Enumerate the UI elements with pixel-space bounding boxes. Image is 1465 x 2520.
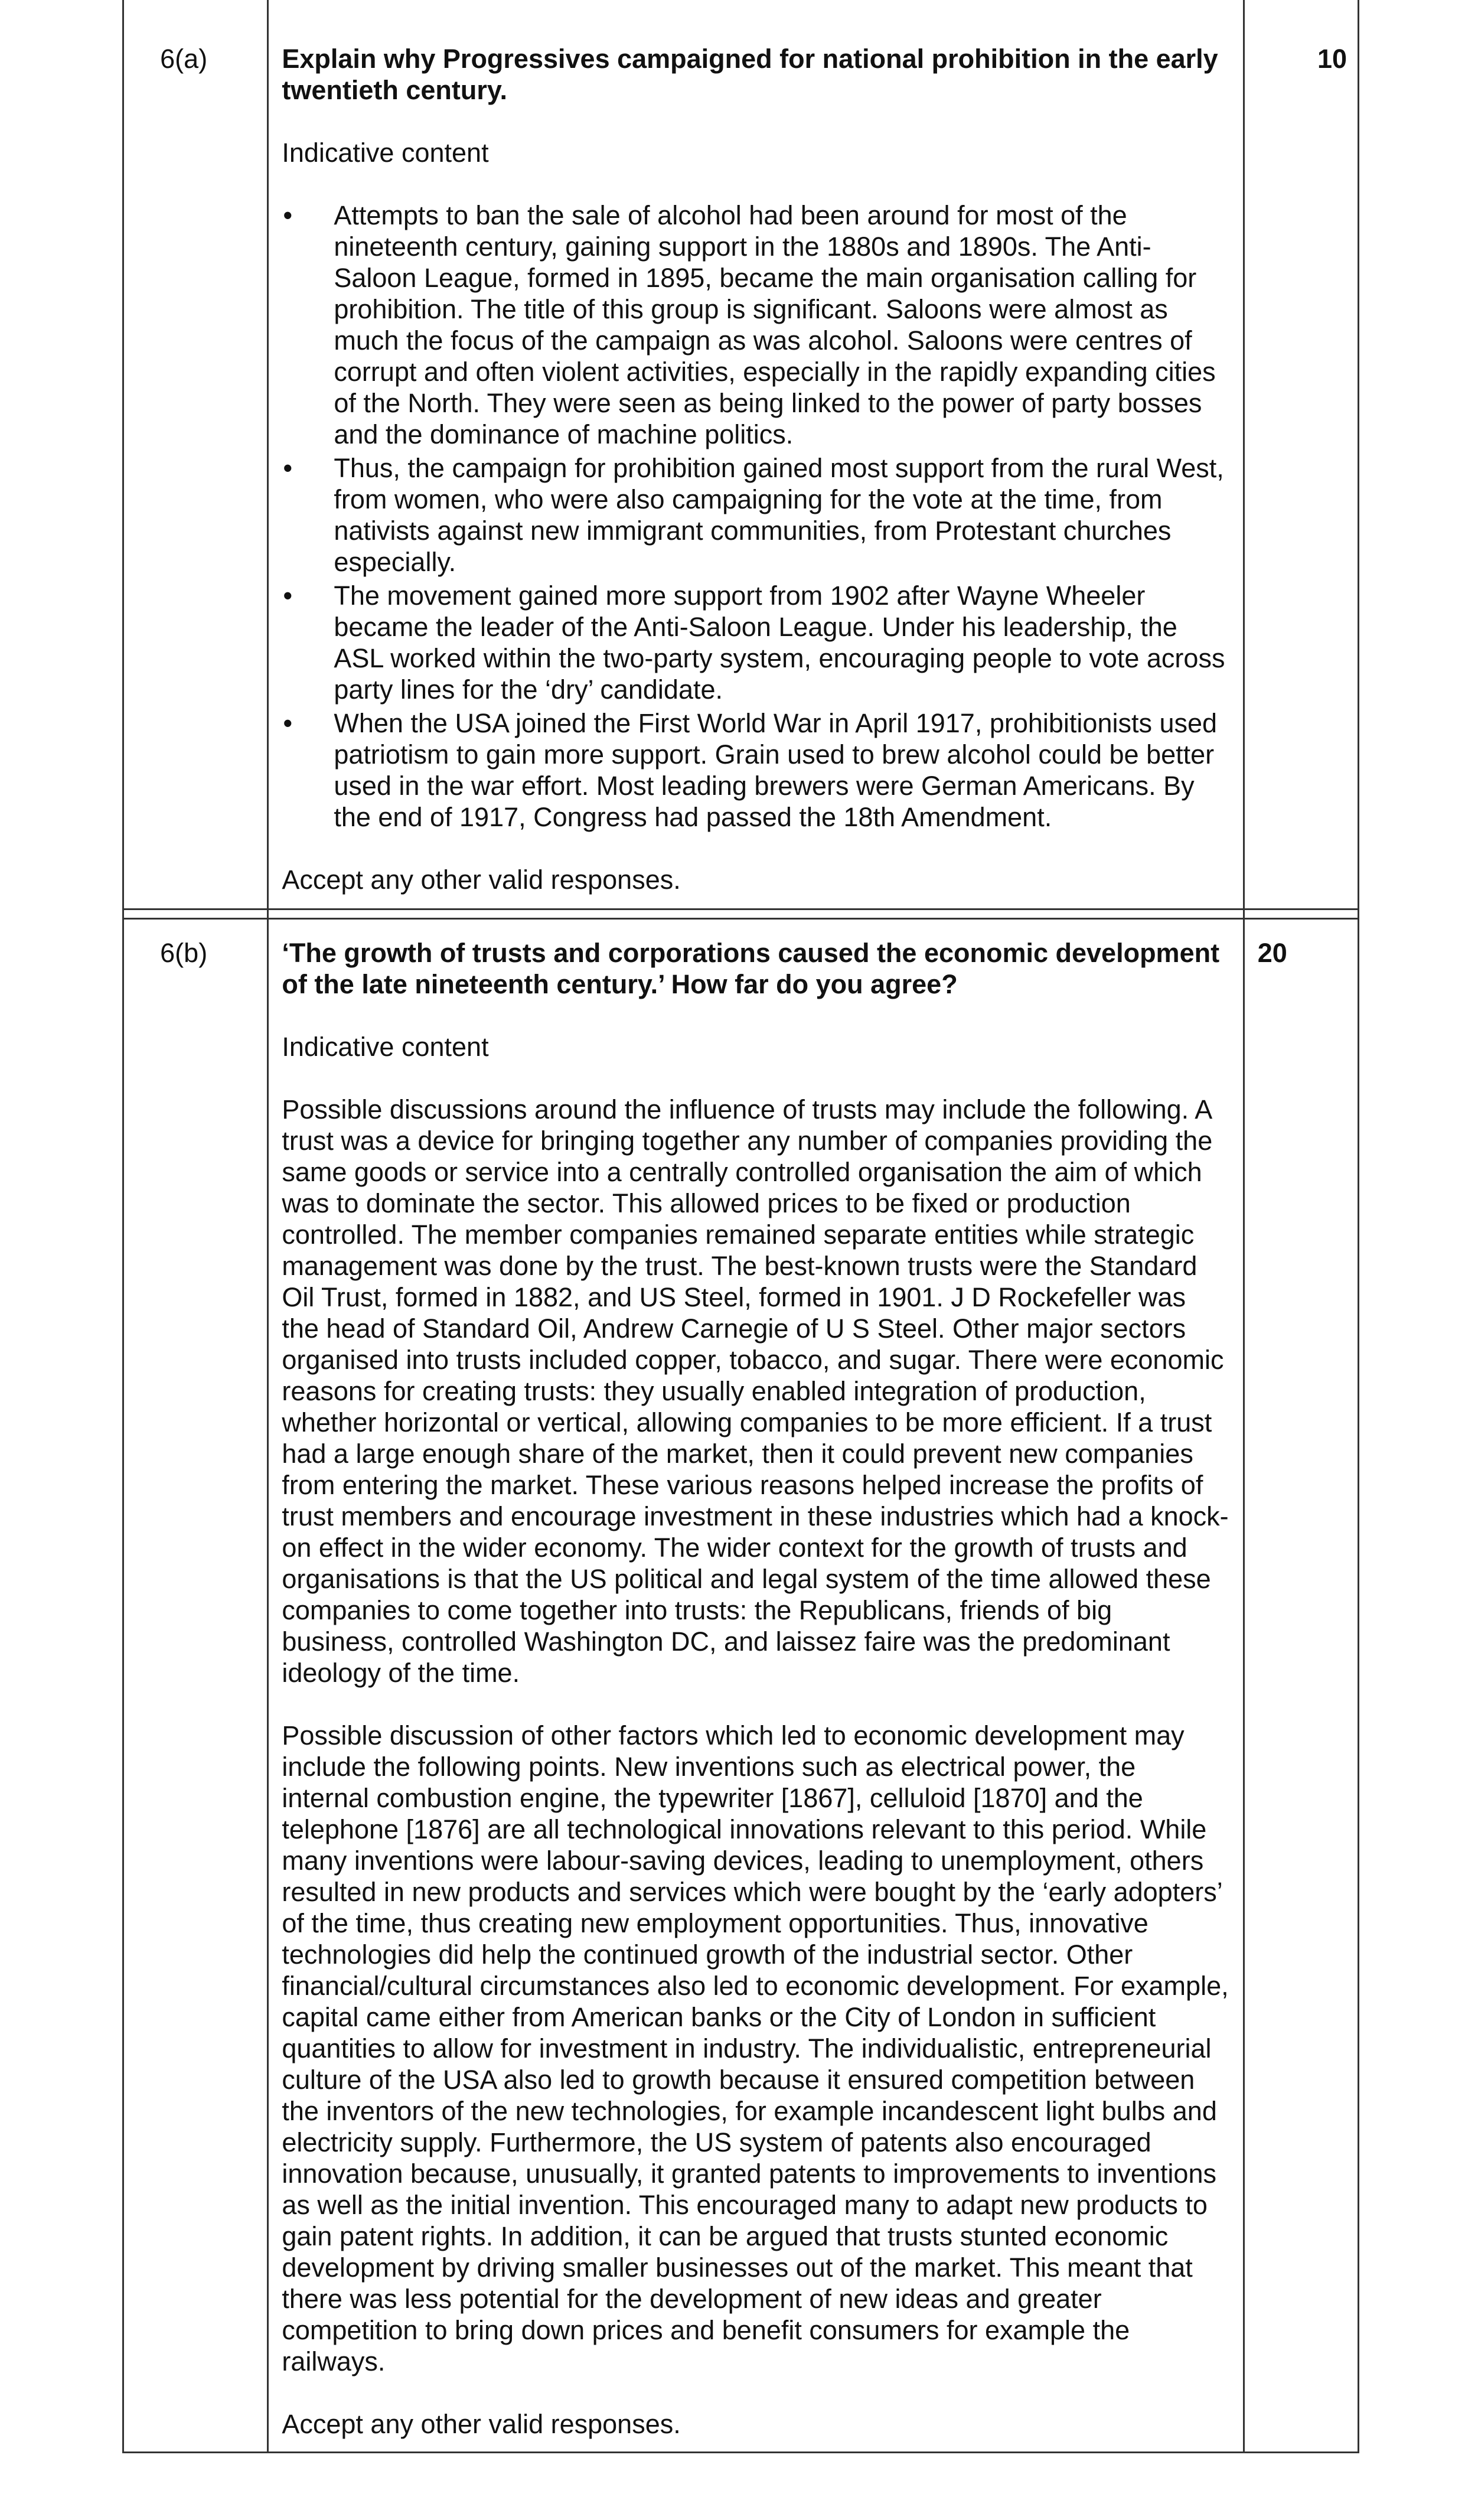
question-number-cell [123,919,268,2453]
indicative-content-heading: Indicative content [282,138,489,168]
question-text: Explain why Progressives campaigned for national prohibition in the early twentieth century. [282,44,1218,105]
closing-note: Accept any other valid responses. [282,865,681,895]
question-row-6a [123,0,1359,909]
question-text: ‘The growth of trusts and corporations caused the economic development of the late nineteenth century.’ How far do you agree? [282,938,1220,999]
marks-value: 10 [1317,44,1347,74]
bullet-icon: • [283,708,293,738]
question-number: 6(b) [160,938,208,968]
list-item: • Attempts to ban the sale of alcohol had been around for most of the nineteenth century, gaining support in the 1880s and 1890s. The Anti-Saloon League, formed in 1895, became the main organisation calling for prohibition. The title of this group is significant. Saloons were almost as much the focus of the campaign as was alcohol. Saloons were centres of corrupt and often violent activities, especially in the rapidly expanding cities of the North. They were seen as being linked to the power of party bosses and the dominance of machine politics. [283,200,1216,449]
question-row-6b [123,919,1359,2453]
mark-scheme-table [122,0,1359,2453]
row-divider [123,909,1359,919]
bullet-icon: • [283,453,293,483]
marks-cell [1244,0,1358,909]
content-paragraph: Possible discussion of other factors which led to economic development may include the following points. New inventions such as electrical power, the internal combustion engine, the typewriter [1867], celluloid [1870] and the telephone [1876] are all technological innovations relevant to this period. While many inventions were labour-saving devices, leading to unemployment, others resulted in new products and services which were bought by the ‘early adopters’ of the time, thus creating new employment opportunities. Thus, innovative technologies did help the continued growth of the industrial sector. Other financial/cultural circumstances also led to economic development. For example, capital came either from American banks or the City of London in sufficient quantities to allow for investment in industry. The individualistic, entrepreneurial culture of the USA also led to growth because it ensured competition between the inventors of the new technologies, for example incandescent light bulbs and electricity supply. Furthermore, the US system of patents also encouraged innovation because, unusually, it granted patents to improvements to inventions as well as the initial invention. This encouraged many to adapt new products to gain patent rights. In addition, it can be argued that trusts stunted economic development by driving smaller businesses out of the market. This meant that there was less potential for the development of new ideas and greater competition to bring down prices and benefit consumers for example the railways. [282,1720,1229,2376]
answer-content-cell [268,0,1244,909]
bullet-icon: • [283,200,293,230]
marks-cell [1244,919,1358,2453]
indicative-points-list [282,200,1228,833]
question-number: 6(a) [160,44,208,74]
question-number-cell [123,0,268,909]
content-paragraph: Possible discussions around the influence of trusts may include the following. A trust was a device for bringing together any number of companies providing the same goods or service into a centrally controlled organisation the aim of which was to dominate the sector. This allowed prices to be fixed or production controlled. The member companies remained separate entities while strategic management was done by the trust. The best-known trusts were the Standard Oil Trust, formed in 1882, and US Steel, formed in 1901. J D Rockefeller was the head of Standard Oil, Andrew Carnegie of U S Steel. Other major sectors organised into trusts included copper, tobacco, and sugar. There were economic reasons for creating trusts: they usually enabled integration of production, whether horizontal or vertical, allowing companies to be more efficient. If a trust had a large enough share of the market, then it could prevent new companies from entering the market. These various reasons helped increase the profits of trust members and encourage investment in these industries which had a knock-on effect in the wider economy. The wider context for the growth of trusts and organisations is that the US political and legal system of the time allowed these companies to come together into trusts: the Republicans, friends of big business, controlled Washington DC, and laissez faire was the predominant ideology of the time. [282,1094,1229,1688]
marks-value: 20 [1257,938,1287,968]
indicative-content-heading: Indicative content [282,1032,489,1062]
list-item: • The movement gained more support from 1902 after Wayne Wheeler became the leader of the Anti-Saloon League. Under his leadership, the ASL worked within the two-party system, encouraging people to vote across party lines for the ‘dry’ candidate. [283,581,1225,705]
bullet-icon: • [283,581,293,611]
list-item: • Thus, the campaign for prohibition gained most support from the rural West, from women, who were also campaigning for the vote at the time, from nativists against new immigrant communities, from Protestant churches especially. [283,453,1224,577]
list-item: • When the USA joined the First World War in April 1917, prohibitionists used patriotism to gain more support. Grain used to brew alcohol could be better used in the war effort. Most leading brewers were German Americans. By the end of 1917, Congress had passed the 18th Amendment. [283,708,1218,832]
answer-content-cell [268,919,1244,2453]
closing-note: Accept any other valid responses. [282,2409,681,2439]
